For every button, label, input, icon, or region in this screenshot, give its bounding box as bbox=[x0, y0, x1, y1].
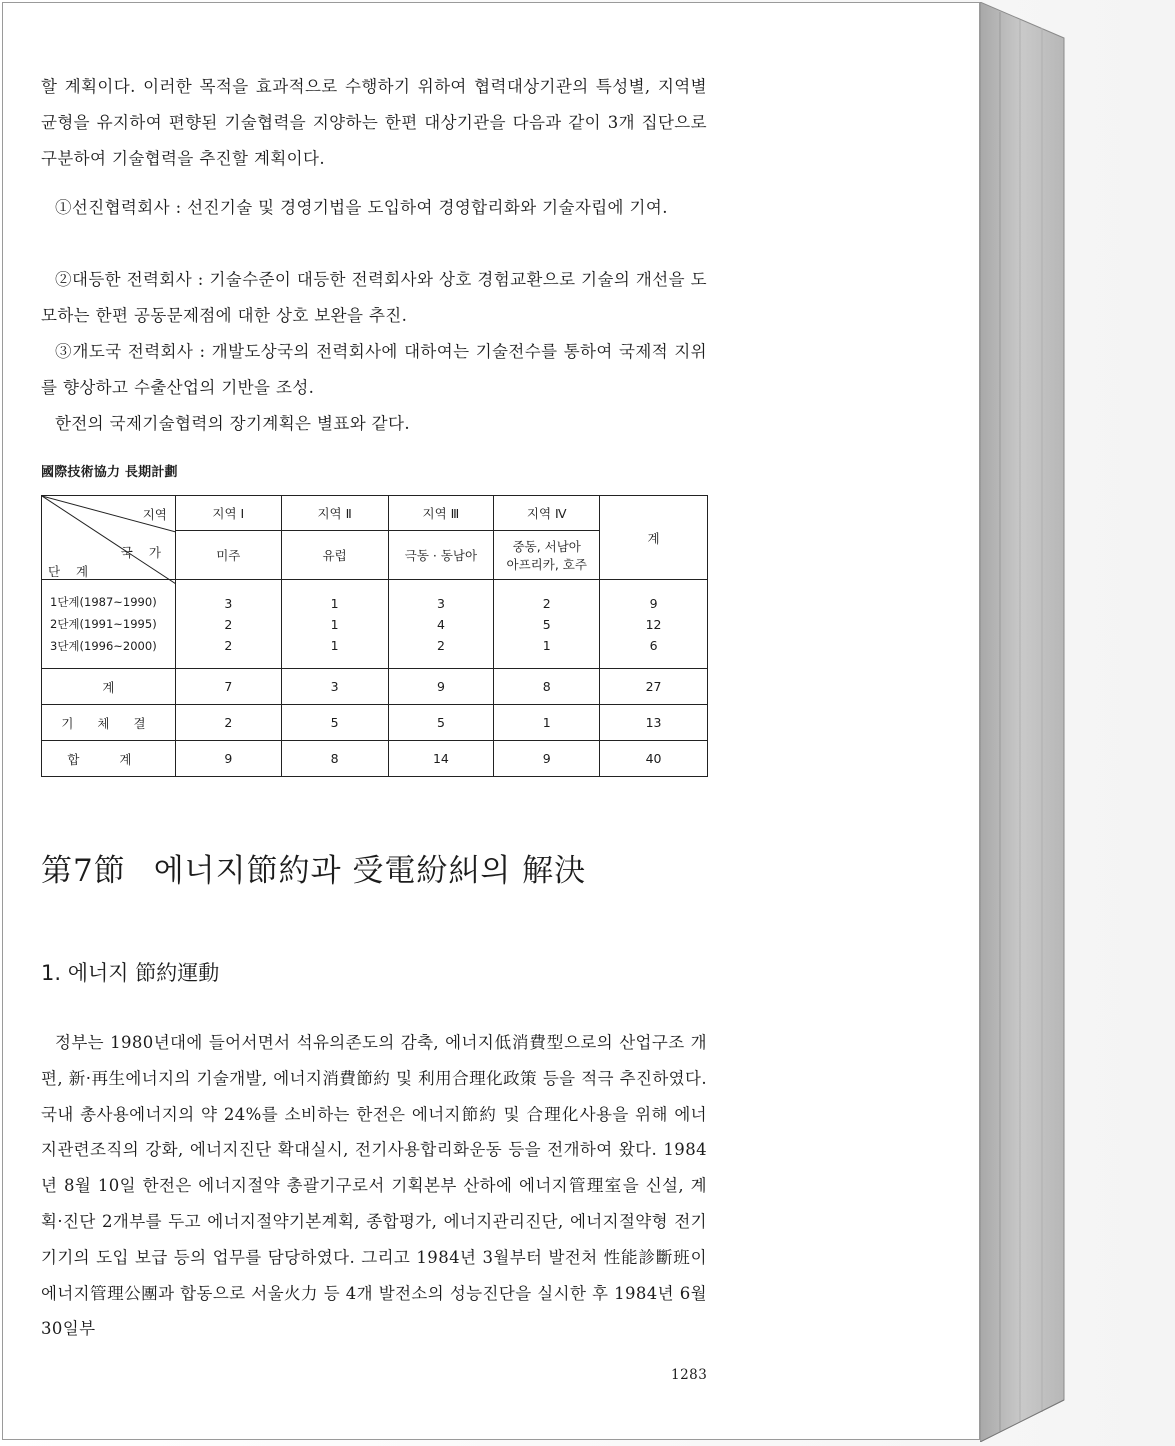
book-edge-graphic bbox=[980, 2, 1095, 1442]
country-header-4 bbox=[494, 531, 600, 580]
country-4-line-1: 중동, 서남아 bbox=[512, 539, 581, 554]
grand-total-value: 9 bbox=[175, 741, 281, 777]
region-2-stage-values bbox=[281, 580, 388, 669]
stage-value: 2 bbox=[224, 616, 233, 632]
intro-closing: 한전의 국제기술협력의 장기계획은 별표와 같다. bbox=[55, 414, 411, 433]
stage-total: 12 bbox=[645, 616, 662, 632]
page-number: 1283 bbox=[671, 1367, 708, 1383]
concluded-value: 2 bbox=[175, 705, 281, 741]
stage-total: 9 bbox=[649, 595, 658, 611]
grand-total-row bbox=[42, 741, 708, 777]
stage-data-row bbox=[42, 580, 708, 669]
body-paragraph: 정부는 1980년대에 들어서면서 석유의존도의 감축, 에너지低消費型으로의 산업구조 개편, 新·再生에너지의 기술개발, 에너지消費節約 및 利用合理化政策 등을 적극 추진하였다. 국내 총사용에너지의 약 24%를 소비하는 한전은 에너지節約 및 合理化사용을 위해 에너지관련조직의 강화, 에너지진단 확대실시, 전기사용합리화운동 등을 전개하여 왔다. 1984년 8월 10일 한전은 에너지절약 총괄기구로서 기획본부 산하에 에너지管理室을 신설, 계획·진단 2개부를 두고 에너지절약기본계획, 종합평가, 에너지관리진단, 에너지절약형 전기기기의 도입 보급 등의 업무를 담당하였다. 그리고 1984년 3월부터 발전처 性能診斷班이 에너지管理公團과 합동으로 서울火力 등 4개 발전소의 성능진단을 실시한 후 1984년 6월 30일부 bbox=[41, 1033, 707, 1339]
total-header: 계 bbox=[600, 496, 708, 580]
corner-region-label: 지역 bbox=[142, 507, 167, 522]
book-side-edge bbox=[980, 2, 1095, 1442]
section-heading bbox=[41, 845, 586, 890]
section-title: 에너지節約과 受電紛糾의 解決 bbox=[153, 853, 587, 889]
concluded-value: 1 bbox=[494, 705, 600, 741]
country-header-1: 미주 bbox=[175, 531, 281, 580]
stage-totals bbox=[600, 580, 708, 669]
stage-value: 2 bbox=[542, 595, 551, 611]
stage-2-label: 2단계(1991~1995) bbox=[50, 617, 157, 631]
concluded-value: 5 bbox=[281, 705, 388, 741]
table-corner-cell bbox=[42, 496, 176, 580]
intro-item-1: ①선진협력회사 : 선진기술 및 경영기법을 도입하여 경영합리화와 기술자립에 기여. bbox=[55, 198, 668, 217]
subtotal-total: 27 bbox=[600, 669, 708, 705]
stage-value: 1 bbox=[542, 637, 551, 653]
subtotal-value: 3 bbox=[281, 669, 388, 705]
region-1-stage-values bbox=[175, 580, 281, 669]
stage-1-label: 1단계(1987~1990) bbox=[50, 595, 157, 609]
long-term-plan-table bbox=[41, 495, 708, 777]
stage-value: 3 bbox=[224, 595, 233, 611]
intro-paragraph: 할 계획이다. 이러한 목적을 효과적으로 수행하기 위하여 협력대상기관의 특성별, 지역별 균형을 유지하여 편향된 기술협력을 지양하는 한편 대상기관을 다음과 같이 3개 집단으로 구분하여 기술협력을 추진할 계획이다. bbox=[41, 77, 707, 168]
concluded-label: 기 체 결 bbox=[42, 705, 176, 741]
stage-value: 2 bbox=[436, 637, 445, 653]
intro-item-3: ③개도국 전력회사 : 개발도상국의 전력회사에 대하여는 기술전수를 통하여 국제적 지위를 향상하고 수출산업의 기반을 조성. bbox=[41, 342, 707, 397]
grand-total-value: 14 bbox=[388, 741, 494, 777]
region-header-2: 지역 Ⅱ bbox=[281, 496, 388, 531]
region-3-stage-values bbox=[388, 580, 494, 669]
subtotal-row bbox=[42, 669, 708, 705]
corner-country-label: 국 가 bbox=[120, 545, 167, 560]
subtotal-value: 8 bbox=[494, 669, 600, 705]
stage-value: 5 bbox=[542, 616, 551, 632]
stage-value: 1 bbox=[330, 595, 339, 611]
region-header-3: 지역 Ⅲ bbox=[388, 496, 494, 531]
region-header-1: 지역 Ⅰ bbox=[175, 496, 281, 531]
grand-total-value: 9 bbox=[494, 741, 600, 777]
concluded-total: 13 bbox=[600, 705, 708, 741]
table-header-row bbox=[42, 496, 708, 531]
subtotal-label: 계 bbox=[42, 669, 176, 705]
intro-item-2: ②대등한 전력회사 : 기술수준이 대등한 전력회사와 상호 경험교환으로 기술의 개선을 도모하는 한편 공동문제점에 대한 상호 보완을 추진. bbox=[41, 270, 707, 325]
stage-total: 6 bbox=[649, 637, 658, 653]
concluded-row bbox=[42, 705, 708, 741]
stage-value: 1 bbox=[330, 637, 339, 653]
subsection-heading: 1. 에너지 節約運動 bbox=[41, 961, 220, 985]
book-page bbox=[2, 2, 980, 1440]
concluded-value: 5 bbox=[388, 705, 494, 741]
subtotal-value: 7 bbox=[175, 669, 281, 705]
stage-value: 1 bbox=[330, 616, 339, 632]
country-header-2: 유럽 bbox=[281, 531, 388, 580]
country-header-3: 극동 · 동남아 bbox=[388, 531, 494, 580]
stage-value: 2 bbox=[224, 637, 233, 653]
section-number: 第7節 bbox=[41, 853, 126, 889]
region-header-4: 지역 Ⅳ bbox=[494, 496, 600, 531]
subtotal-value: 9 bbox=[388, 669, 494, 705]
grand-total-label: 합 계 bbox=[42, 741, 176, 777]
stage-labels-cell bbox=[42, 580, 176, 669]
region-4-stage-values bbox=[494, 580, 600, 669]
stage-value: 4 bbox=[436, 616, 445, 632]
country-4-line-2: 아프리카, 호주 bbox=[506, 557, 587, 572]
grand-total-total: 40 bbox=[600, 741, 708, 777]
corner-stage-label: 단 계 bbox=[48, 564, 95, 579]
table-caption: 國際技術協力 長期計劃 bbox=[41, 465, 178, 480]
stage-3-label: 3단계(1996~2000) bbox=[50, 639, 157, 653]
grand-total-value: 8 bbox=[281, 741, 388, 777]
stage-value: 3 bbox=[436, 595, 445, 611]
